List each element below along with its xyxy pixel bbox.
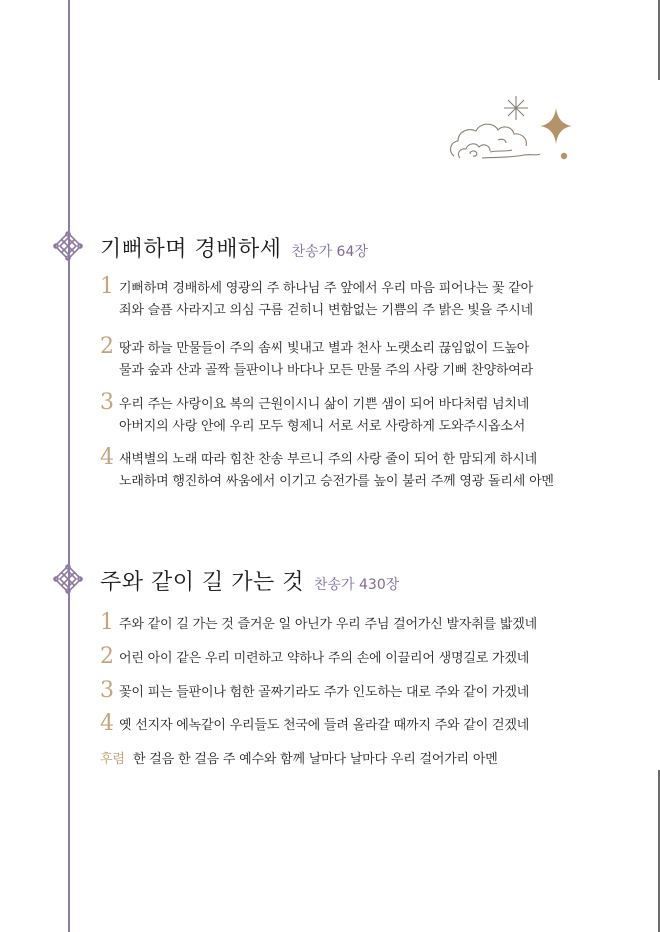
verse-line: 옛 선지자 에녹같이 우리들도 천국에 들려 올라갈 때까지 주와 같이 걷겠네 xyxy=(119,718,530,733)
hymn-number: 찬송가 64장 xyxy=(291,244,368,260)
verse-block xyxy=(100,390,620,438)
verse-line: 새벽별의 노래 따라 힘찬 찬송 부르니 주의 사랑 줄이 되어 한 맘되게 하시네 xyxy=(119,452,537,467)
verse-number: 2 xyxy=(100,644,114,669)
verse-line: 기뻐하며 경배하세 영광의 주 하나님 주 앞에서 우리 마음 피어나는 꽃 같아 xyxy=(119,281,533,296)
refrain-label: 후렴 xyxy=(100,752,126,767)
hymn-title-2 xyxy=(100,565,399,596)
verse-line: 땅과 하늘 만물들이 주의 솜씨 빛내고 별과 천사 노랫소리 끊임없이 드높아 xyxy=(119,341,530,356)
verse-number: 2 xyxy=(100,334,114,359)
verse-block xyxy=(100,274,620,322)
verse-number: 3 xyxy=(100,678,114,703)
verse-line: 죄와 슬픔 사라지고 의심 구름 걷히니 변함없는 기쁨의 주 밝은 빛을 주시네 xyxy=(119,303,533,318)
verse-line: 우리 주는 사랑이요 복의 근원이시니 삶이 기쁜 샘이 되어 바다처럼 넘치네 xyxy=(119,397,530,412)
verse-block xyxy=(100,445,620,493)
verse-line: 어린 아이 같은 우리 미련하고 약하나 주의 손에 이끌리어 생명길로 가겠네 xyxy=(119,651,530,666)
verse-number: 4 xyxy=(100,445,114,470)
verse-line: 꽃이 피는 들판이나 험한 골짜기라도 주가 인도하는 대로 주와 같이 가겠네 xyxy=(119,685,530,700)
verse-block xyxy=(100,334,620,382)
verse-line: 물과 숲과 산과 골짝 들판이나 바다나 모든 만물 주의 사랑 기뻐 찬양하여라 xyxy=(119,363,533,378)
verse-number: 1 xyxy=(100,610,114,635)
verse-number: 1 xyxy=(100,274,114,299)
margin-rule xyxy=(68,0,70,932)
endless-knot-icon xyxy=(53,231,83,261)
hymn-number: 찬송가 430장 xyxy=(314,577,400,593)
hymn-title-1 xyxy=(100,232,368,263)
endless-knot-icon xyxy=(53,564,83,594)
verse-line: 주와 같이 길 가는 것 즐거운 일 아닌가 우리 주님 걸어가신 발자취를 밟겠네 xyxy=(119,617,537,632)
hymn-title-text: 기뻐하며 경배하세 xyxy=(100,237,282,262)
verse-line: 아버지의 사랑 안에 우리 모두 형제니 서로 서로 사랑하게 도와주시옵소서 xyxy=(119,419,526,434)
verse-block xyxy=(100,711,620,737)
verse-block xyxy=(100,644,620,670)
cloud-star-ornament-icon xyxy=(446,94,576,170)
refrain-block xyxy=(100,749,620,771)
refrain-line: 한 걸음 한 걸음 주 예수와 함께 날마다 날마다 우리 걸어가리 아멘 xyxy=(133,752,498,767)
verse-block xyxy=(100,610,620,636)
verse-line: 노래하며 행진하여 싸움에서 이기고 승전가를 높이 불러 주께 영광 돌리세 아멘 xyxy=(119,474,554,489)
verse-block xyxy=(100,678,620,704)
verse-number: 3 xyxy=(100,390,114,415)
hymn-title-text: 주와 같이 길 가는 것 xyxy=(100,570,304,595)
verse-number: 4 xyxy=(100,711,114,736)
